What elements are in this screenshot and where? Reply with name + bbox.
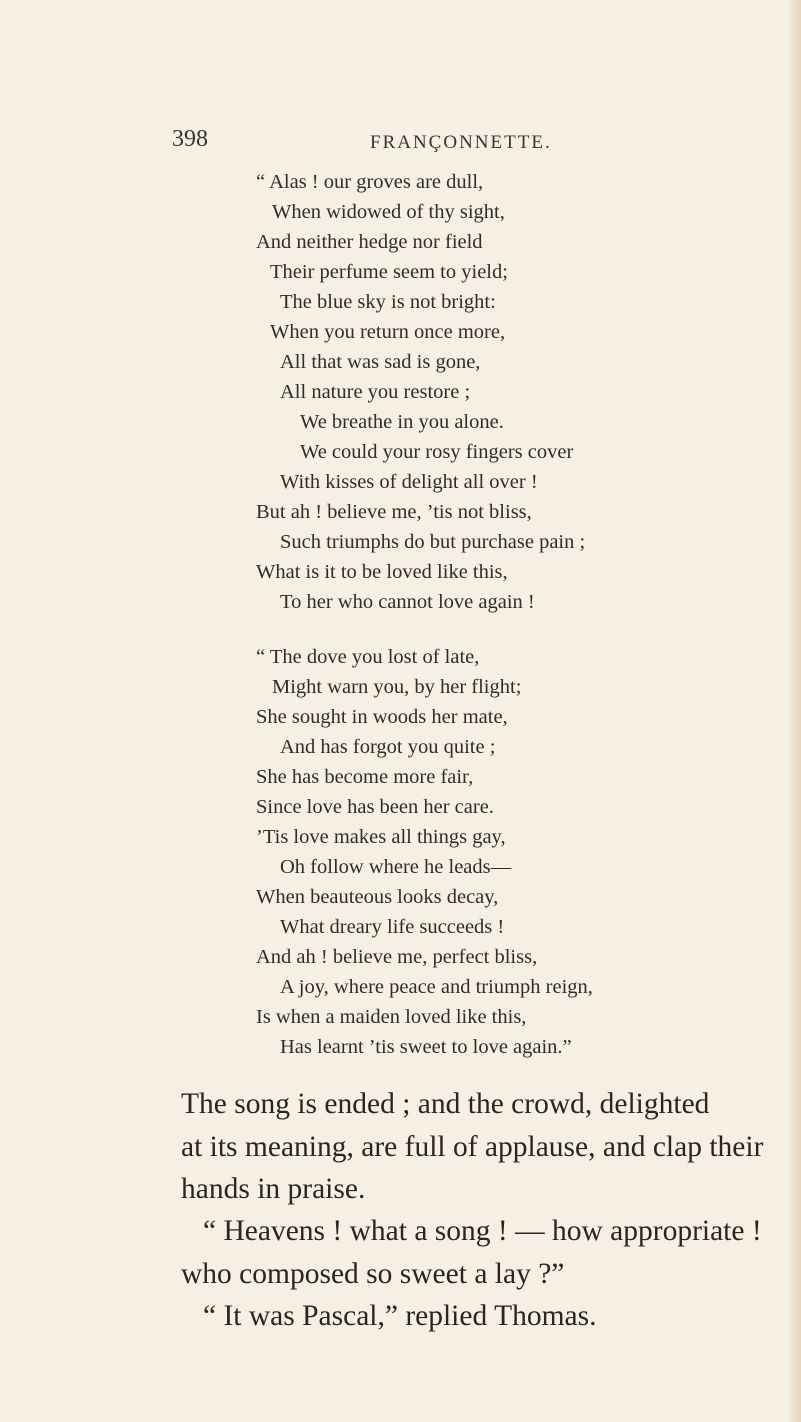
poem-line: And ah ! believe me, perfect bliss, xyxy=(256,946,538,968)
prose-line: hands in praise. xyxy=(181,1173,366,1205)
prose-line: who composed so sweet a lay ?” xyxy=(181,1258,565,1290)
poem-line: But ah ! believe me, ’tis not bliss, xyxy=(256,501,532,523)
poem-line: She has become more fair, xyxy=(256,766,474,788)
poem-line: ’Tis love makes all things gay, xyxy=(256,826,506,848)
prose-line: at its meaning, are full of applause, and clap their xyxy=(181,1131,764,1163)
poem-line: “ The dove you lost of late, xyxy=(256,646,480,668)
prose-line: “ It was Pascal,” replied Thomas. xyxy=(203,1300,597,1332)
poem-line: What dreary life succeeds ! xyxy=(280,916,505,938)
page-edge-shadow xyxy=(787,0,801,1422)
poem-line: Is when a maiden loved like this, xyxy=(256,1006,527,1028)
poem-line: Has learnt ’tis sweet to love again.” xyxy=(280,1036,572,1058)
poem-line: All nature you restore ; xyxy=(280,381,471,403)
poem-line: Since love has been her care. xyxy=(256,796,494,818)
poem-line: We breathe in you alone. xyxy=(300,411,504,433)
prose-line: The song is ended ; and the crowd, delighted xyxy=(181,1088,710,1120)
poem-line: When you return once more, xyxy=(270,321,506,343)
poem-line: Their perfume seem to yield; xyxy=(270,261,508,283)
poem-line: When widowed of thy sight, xyxy=(272,201,505,223)
prose-line: “ Heavens ! what a song ! — how appropriate ! xyxy=(203,1215,762,1247)
poem-line: With kisses of delight all over ! xyxy=(280,471,538,493)
poem-line: We could your rosy fingers cover xyxy=(300,441,574,463)
poem-line: When beauteous looks decay, xyxy=(256,886,499,908)
poem-line: And has forgot you quite ; xyxy=(280,736,496,758)
poem-line: She sought in woods her mate, xyxy=(256,706,508,728)
poem-line: And neither hedge nor field xyxy=(256,231,483,253)
poem-line: “ Alas ! our groves are dull, xyxy=(256,171,484,193)
page-number: 398 xyxy=(172,126,208,152)
poem-line: To her who cannot love again ! xyxy=(280,591,535,613)
poem-line: All that was sad is gone, xyxy=(280,351,481,373)
poem-line: The blue sky is not bright: xyxy=(280,291,496,313)
poem-line: Might warn you, by her flight; xyxy=(272,676,522,698)
poem-line: A joy, where peace and triumph reign, xyxy=(280,976,593,998)
poem-line: Such triumphs do but purchase pain ; xyxy=(280,531,586,553)
poem-line: What is it to be loved like this, xyxy=(256,561,508,583)
running-title: FRANÇONNETTE. xyxy=(370,132,552,153)
poem-line: Oh follow where he leads— xyxy=(280,856,512,878)
